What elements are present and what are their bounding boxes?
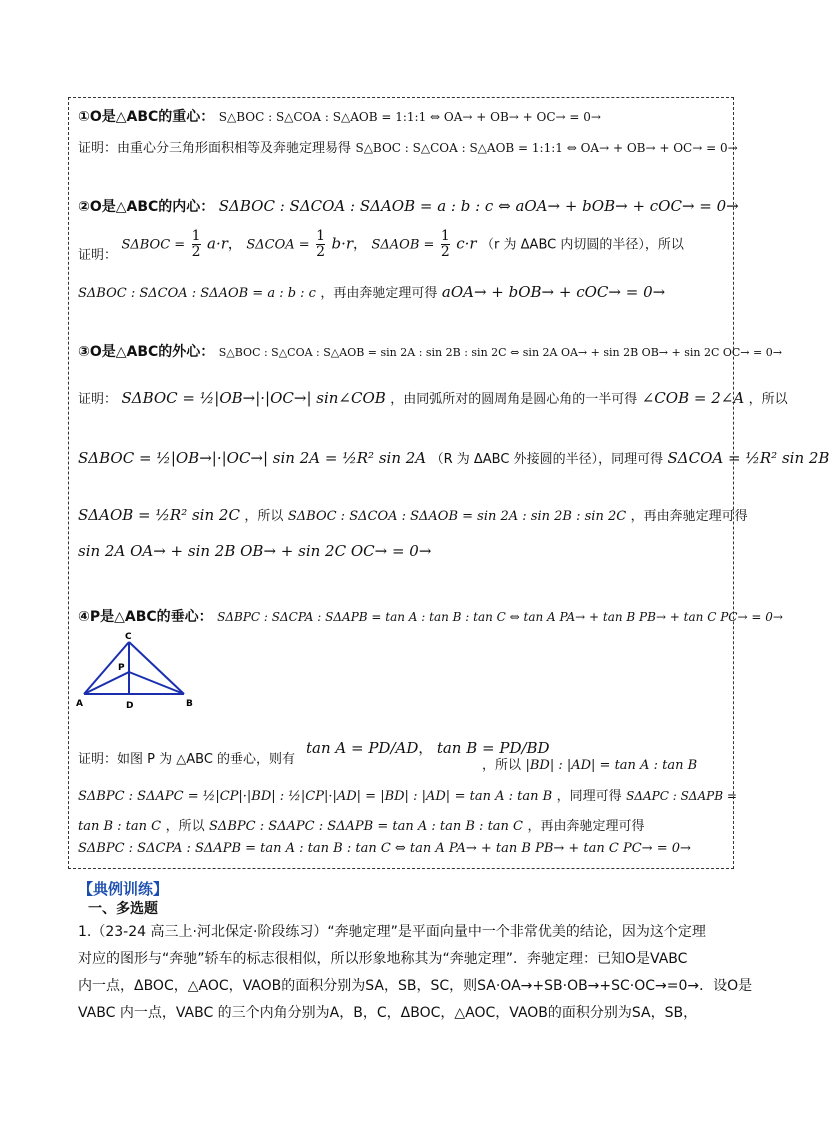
centroid-heading — [78, 106, 601, 126]
circumcenter-proof-line3 — [78, 505, 748, 524]
orthocenter-apc-apb: SΔAPC : SΔAPB = — [626, 789, 737, 803]
half-fraction: $\frac{1}{2}$ — [440, 228, 450, 260]
orthocenter-formula: SΔBPC : SΔCPA : SΔAPB = tan A : tan B : tan C ⇔ tan A PA→ + tan B PB→ + tan C PC→ = 0→ — [217, 610, 783, 624]
circumcenter-proof-line1 — [78, 388, 788, 407]
orthocenter-so2: ，所以 — [165, 819, 205, 834]
question-line1: 1.（23-24 高三上·河北保定·阶段练习）“奔驰定理”是平面向量中一个非常优美的结论，因为这个定理 — [78, 924, 706, 940]
orthocenter-proof-line1 — [78, 748, 295, 767]
orthocenter-then: ，再由奔驰定理可得 — [527, 819, 645, 834]
orthocenter-proof-line2 — [78, 785, 737, 804]
orthocenter-proof-line4 — [78, 840, 691, 856]
section-title: 【典例训练】 — [78, 880, 169, 898]
circumcenter-so: ，所以 — [748, 392, 788, 407]
circumcenter-angle-rel: ∠COB = 2∠A — [641, 389, 745, 407]
incenter-s-coa: SΔCOA = — [246, 237, 310, 253]
circumcenter-s-coa: SΔCOA = ½R² sin 2B — [667, 449, 829, 467]
point-label-B: B — [186, 699, 193, 709]
circumcenter-label: ③O是△ABC的外心： — [78, 344, 215, 360]
incenter-ratio: SΔBOC : SΔCOA : SΔAOB = a : b : c — [78, 286, 316, 301]
circumcenter-area-expr: SΔBOC = ½|OB→|·|OC→| sin∠COB — [121, 389, 386, 407]
circumcenter-result: sin 2A OA→ + sin 2B OB→ + sin 2C OC→ = 0→ — [78, 542, 432, 560]
point-label-P: P — [118, 663, 125, 673]
question-line2: 对应的图形与“奔驰”轿车的标志很相似，所以形象地称其为“奔驰定理”．奔驰定理：已知O是VABC — [78, 951, 688, 967]
side-BC — [129, 642, 184, 694]
orthocenter-result: SΔBPC : SΔCPA : SΔAPB = tan A : tan B : tan C ⇔ tan A PA→ + tan B PB→ + tan C PC→ = 0→ — [78, 841, 691, 856]
orthocenter-tan-defs: tan A = PD/AD， tan B = PD/BD — [306, 739, 550, 757]
section-subtitle: 一、多选题 — [88, 901, 158, 917]
incenter-proof-prefix: 证明： — [78, 247, 118, 263]
orthocenter-proof-prefix: 证明：如图 P 为 △ABC 的垂心，则有 — [78, 752, 296, 767]
incenter-s-aob: SΔAOB = — [371, 237, 435, 253]
point-label-D: D — [126, 701, 134, 711]
incenter-s-boc: SΔBOC = — [121, 237, 186, 253]
circumcenter-proof-line2 — [78, 448, 829, 467]
centroid-proof-text: 证明：由重心分三角形面积相等及奔驰定理易得 — [78, 141, 352, 156]
orthocenter-ratio1-res: = tan A : tan B — [454, 789, 553, 804]
incenter-heading — [78, 196, 739, 216]
incenter-then: ，再由奔驰定理可得 — [320, 286, 438, 301]
orthocenter-bd-ad: ，所以 |BD| : |AD| = tan A : tan B — [482, 758, 698, 773]
circumcenter-area-full: SΔBOC = ½|OB→|·|OC→| sin 2A = ½R² sin 2A — [78, 449, 427, 467]
orthocenter-proof-line3 — [78, 815, 644, 834]
incenter-label: ②O是△ABC的内心： — [78, 199, 215, 215]
incenter-b-r: b·r — [331, 234, 354, 253]
circumcenter-s-aob: SΔAOB = ½R² sin 2C — [78, 506, 240, 524]
segment-AP — [84, 672, 129, 694]
incenter-formula: SΔBOC : SΔCOA : SΔAOB = a : b : c ⇔ aOA→ + bOB→ + cOC→ = 0→ — [218, 197, 739, 215]
incenter-result: aOA→ + bOB→ + cOC→ = 0→ — [441, 283, 666, 301]
circumcenter-proof-line4 — [78, 542, 431, 560]
circumcenter-R-note: （R 为 ΔABC 外接圆的半径），同理可得 — [430, 452, 664, 467]
question-line3: 内一点，ΔBOC，△AOC，VAOB的面积分别为SA，SB，SC，则SA·OA→+SB·OB→+SC·OC→=0→．设O是 — [78, 978, 753, 994]
circumcenter-formula: S△BOC : S△COA : S△AOB = sin 2A : sin 2B : sin 2C ⇔ sin 2A OA→ + sin 2B OB→ + sin 2C OC→ = 0→ — [218, 346, 782, 359]
orthocenter-heading — [78, 606, 783, 626]
half-fraction: $\frac{1}{2}$ — [316, 228, 326, 260]
circumcenter-so2: ，所以 — [244, 509, 284, 524]
orthocenter-figure — [74, 632, 204, 712]
incenter-c-r: c·r — [456, 234, 477, 253]
centroid-proof — [78, 137, 738, 156]
centroid-proof-formula: S△BOC : S△COA : S△AOB = 1:1:1 ⇔ OA→ + OB→ + OC→ = 0→ — [355, 141, 738, 155]
incenter-proof-line1: 证明： SΔBOC = $\frac{1}{2}$ a·r， SΔCOA = $\frac{1}{2}$ b·r， SΔAOB = $\frac{1}{2}$ c·r （r 为 ΔABC 内切圆的半径），所以 — [78, 228, 684, 263]
orthocenter-ratio1: SΔBPC : SΔAPC = ½|CP|·|BD| : ½|CP|·|AD| = |BD| : |AD| — [78, 789, 451, 804]
circumcenter-heading — [78, 341, 782, 361]
tanA-def: tan A = PD/AD — [306, 739, 419, 757]
bd-ad-ratio: |BD| : |AD| = tan A : tan B — [525, 758, 698, 773]
circumcenter-arc-text: ，由同弧所对的圆周角是圆心角的一半可得 — [390, 392, 638, 407]
orthocenter-tanBC: tan B : tan C — [78, 819, 162, 834]
centroid-formula: S△BOC : S△COA : S△AOB = 1:1:1 ⇔ OA→ + OB→ + OC→ = 0→ — [218, 110, 601, 124]
segment-BP — [129, 672, 184, 694]
circumcenter-ratio: SΔBOC : SΔCOA : SΔAOB = sin 2A : sin 2B : sin 2C — [287, 509, 627, 524]
circumcenter-proof-prefix: 证明： — [78, 392, 118, 407]
point-label-A: A — [76, 699, 83, 709]
question-line4: VABC 内一点，VABC 的三个内角分别为A，B，C，ΔBOC，△AOC，VAOB的面积分别为SA，SB， — [78, 1005, 698, 1021]
circumcenter-then: ，再由奔驰定理可得 — [630, 509, 748, 524]
orthocenter-label: ④P是△ABC的垂心： — [78, 609, 213, 625]
incenter-proof-line2 — [78, 282, 665, 301]
tanB-def: tan B = PD/BD — [436, 739, 550, 757]
centroid-label: ①O是△ABC的重心： — [78, 109, 215, 125]
incenter-r-note: （r 为 ΔABC 内切圆的半径），所以 — [481, 237, 684, 253]
half-fraction: $\frac{1}{2}$ — [191, 228, 201, 260]
orthocenter-similar: ，同理可得 — [556, 789, 622, 804]
point-label-C: C — [125, 632, 132, 642]
incenter-a-r: a·r — [207, 234, 228, 253]
orthocenter-ratio2: SΔBPC : SΔAPC : SΔAPB = tan A : tan B : tan C — [209, 819, 523, 834]
